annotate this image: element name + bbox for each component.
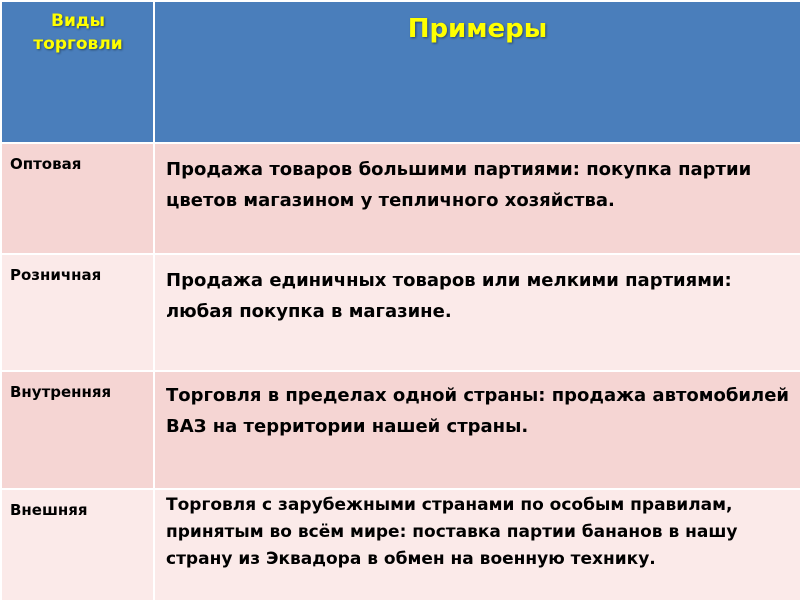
header-cell-examples [154,1,800,143]
example-cell [154,143,800,254]
trade-type-label: Внутренняя [10,383,112,401]
table-row [1,371,800,489]
table-header-row [1,1,800,143]
trade-example-text: Продажа единичных товаров или мелкими партиями: любая покупка в магазине. [166,270,732,322]
example-cell [154,489,800,600]
example-cell [154,254,800,371]
table-row [1,489,800,600]
header-cell-types [1,1,154,143]
table-row [1,143,800,254]
type-cell [1,489,154,600]
trade-type-label: Оптовая [10,155,82,173]
trade-example-text: Торговля с зарубежными странами по особым правилам, принятым во всём мире: поставка партии бананов в нашу страну из Эквадора в обмен на военную технику. [166,495,738,569]
type-cell [1,143,154,254]
trade-example-text: Продажа товаров большими партиями: покупка партии цветов магазином у тепличного хозяйства. [166,159,752,211]
trade-type-label: Внешняя [10,501,88,519]
trade-example-text: Торговля в пределах одной страны: продажа автомобилей ВАЗ на территории нашей страны. [166,385,790,437]
type-cell [1,254,154,371]
example-cell [154,371,800,489]
header-examples-label: Примеры [407,14,548,44]
table-row [1,254,800,371]
trade-type-label: Розничная [10,266,102,284]
header-types-label: Виды торговли [33,11,123,54]
type-cell [1,371,154,489]
